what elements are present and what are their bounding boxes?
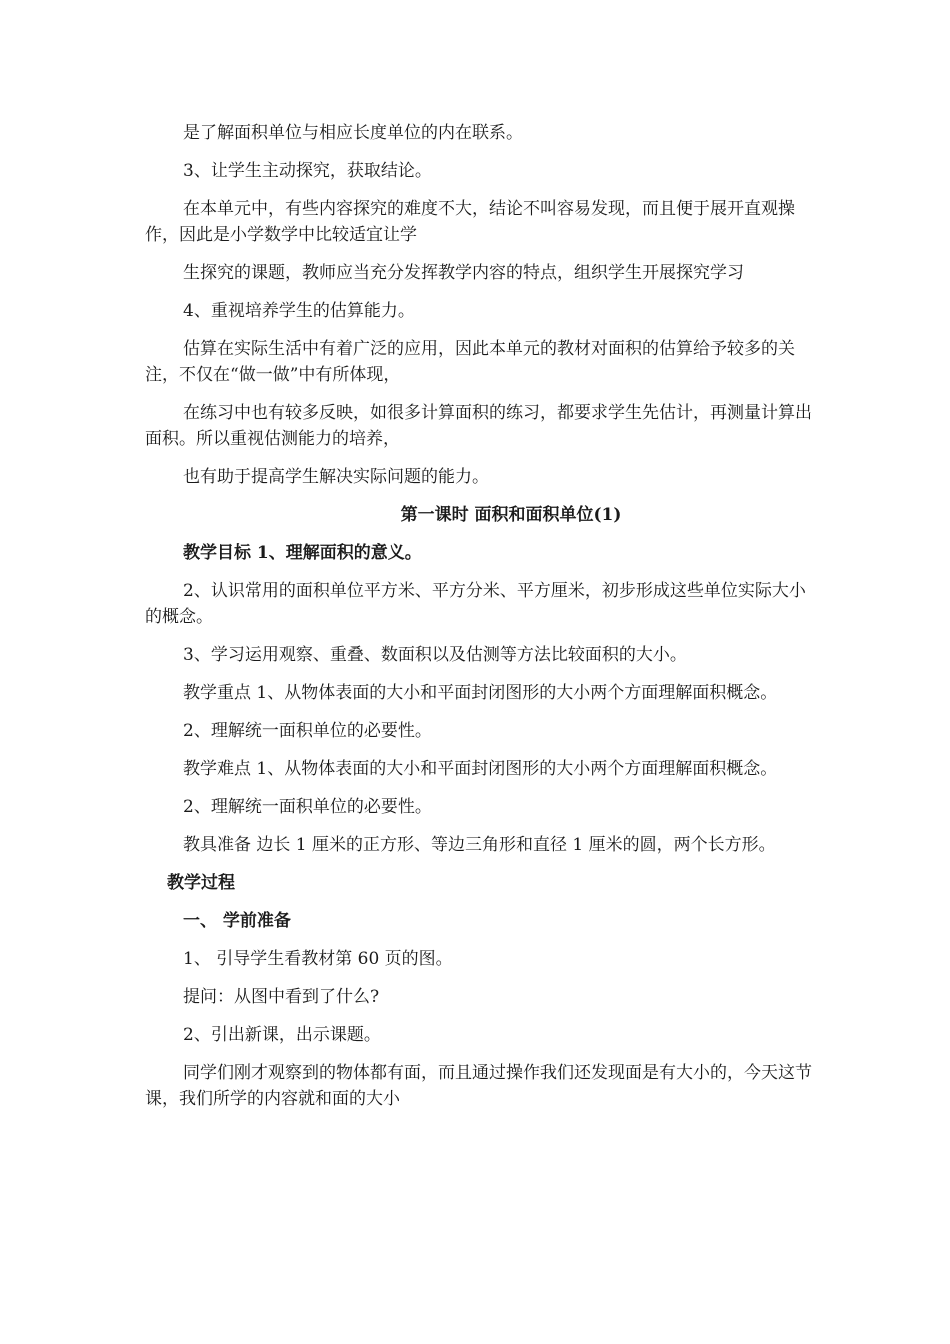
document-page (145, 120, 817, 1124)
paragraph-explore-heading: 3、让学生主动探究，获取结论。 (183, 161, 432, 181)
paragraph-estimation-body: 估算在实际生活中有着广泛的应用，因此本单元的教材对面积的估算给予较多的关注，不仅在“做一做”中有所体现， (145, 339, 795, 385)
paragraph-estimation-practice: 在练习中也有较多反映，如很多计算面积的练习，都要求学生先估计，再测量计算出面积。所以重视估测能力的培养， (145, 403, 812, 449)
section-heading: 一、 学前准备 (183, 911, 291, 931)
process-item: 提问：从图中看到了什么? (183, 987, 380, 1007)
paragraph-explore-continued: 生探究的课题，教师应当充分发挥教学内容的特点，组织学生开展探究学习 (183, 263, 744, 283)
paragraph-explore-body: 在本单元中，有些内容探究的难度不大，结论不叫容易发现，而且便于展开直观操作，因此是小学数学中比较适宜让学 (145, 199, 795, 245)
objectives-heading: 教学目标 1、理解面积的意义。 (183, 543, 422, 563)
difficulty-item: 2、理解统一面积单位的必要性。 (183, 797, 432, 817)
key-point-item: 教学重点 1、从物体表面的大小和平面封闭图形的大小两个方面理解面积概念。 (183, 683, 778, 703)
process-item: 1、 引导学生看教材第 60 页的图。 (183, 949, 453, 969)
process-item: 2、引出新课，出示课题。 (183, 1025, 381, 1045)
key-point-item: 2、理解统一面积单位的必要性。 (183, 721, 432, 741)
lesson-title: 第一课时 面积和面积单位(1) (400, 505, 622, 525)
difficulty-item: 教学难点 1、从物体表面的大小和平面封闭图形的大小两个方面理解面积概念。 (183, 759, 778, 779)
paragraph-unit-relation: 是了解面积单位与相应长度单位的内在联系。 (183, 123, 523, 143)
process-item: 同学们刚才观察到的物体都有面，而且通过操作我们还发现面是有大小的，今天这节课，我们所学的内容就和面的大小 (145, 1063, 812, 1109)
objective-item: 2、认识常用的面积单位平方米、平方分米、平方厘米，初步形成这些单位实际大小的概念。 (145, 581, 806, 627)
materials-paragraph: 教具准备 边长 1 厘米的正方形、等边三角形和直径 1 厘米的圆，两个长方形。 (183, 835, 776, 855)
paragraph-estimation-conclusion: 也有助于提高学生解决实际问题的能力。 (183, 467, 489, 487)
paragraph-estimation-heading: 4、重视培养学生的估算能力。 (183, 301, 415, 321)
process-heading: 教学过程 (167, 873, 235, 893)
objective-item: 3、学习运用观察、重叠、数面积以及估测等方法比较面积的大小。 (183, 645, 687, 665)
